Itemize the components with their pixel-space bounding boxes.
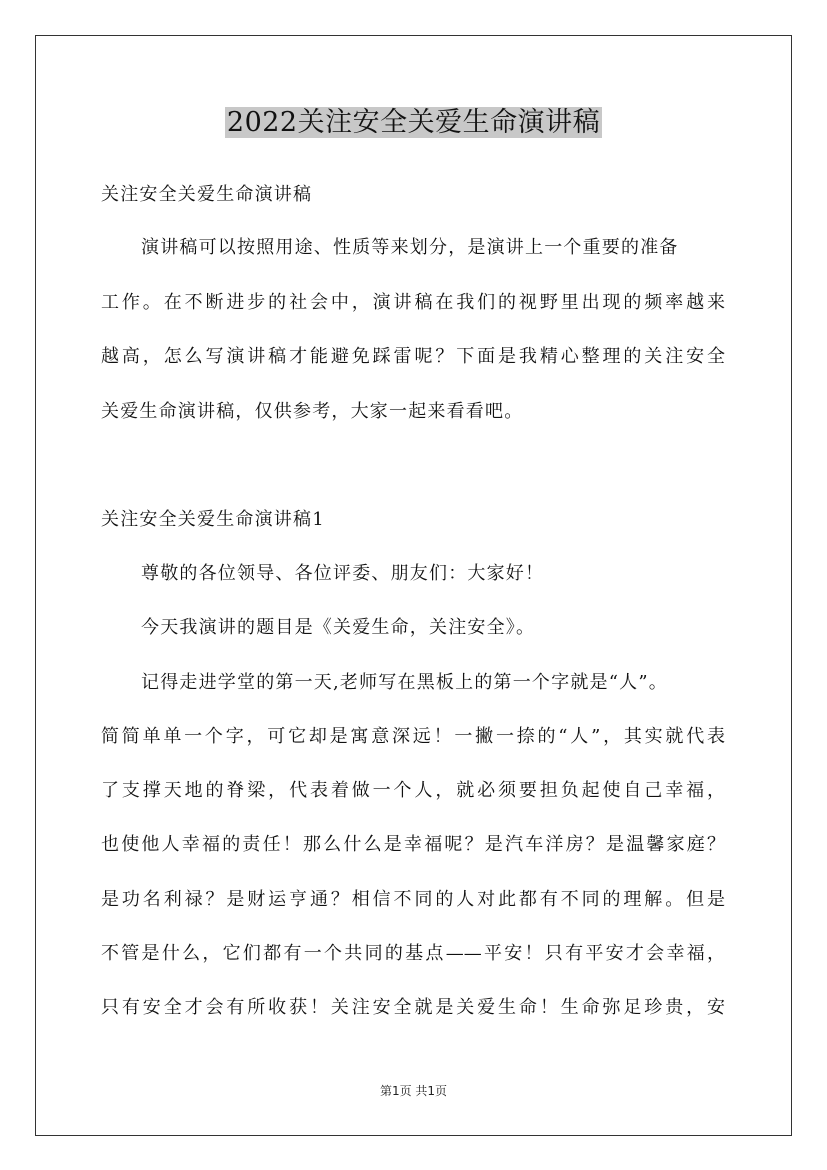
page-number-footer: 第1页 共1页 — [379, 1084, 448, 1098]
section-heading: 关注安全关爱生命演讲稿1 — [101, 509, 325, 530]
body-line-1: 记得走进学堂的第一天,老师写在黑板上的第一个字就是“人”。 — [141, 672, 668, 693]
document-title — [0, 104, 827, 142]
body-line-3: 了支撑天地的脊梁，代表着做一个人，就必须要担负起使自己幸福， — [101, 780, 725, 801]
intro-line-1: 演讲稿可以按照用途、性质等来划分，是演讲上一个重要的准备 — [141, 237, 679, 258]
document-title-text: 2022关注安全关爱生命演讲稿 — [226, 107, 601, 138]
body-line-7: 只有安全才会有所收获！关注安全就是关爱生命！生命弥足珍贵，安 — [101, 997, 725, 1018]
topic-line: 今天我演讲的题目是《关爱生命，关注安全》。 — [141, 617, 536, 638]
body-line-5: 是功名利禄？是财运亨通？相信不同的人对此都有不同的理解。但是 — [101, 889, 725, 910]
body-line-4: 也使他人幸福的责任！那么什么是幸福呢？是汽车洋房？是温馨家庭？ — [101, 834, 725, 855]
body-line-2: 简简单单一个字，可它却是寓意深远！一撇一捺的“人”，其实就代表 — [101, 726, 725, 747]
document-subtitle: 关注安全关爱生命演讲稿 — [101, 184, 313, 205]
intro-line-2: 工作。在不断进步的社会中，演讲稿在我们的视野里出现的频率越来 — [101, 292, 725, 313]
intro-line-3: 越高，怎么写演讲稿才能避免踩雷呢？下面是我精心整理的关注安全 — [101, 346, 725, 367]
intro-line-4: 关爱生命演讲稿，仅供参考，大家一起来看看吧。 — [101, 401, 524, 422]
greeting-line: 尊敬的各位领导、各位评委、朋友们：大家好！ — [141, 563, 545, 584]
body-line-6: 不管是什么，它们都有一个共同的基点——平安！只有平安才会幸福， — [101, 943, 725, 964]
